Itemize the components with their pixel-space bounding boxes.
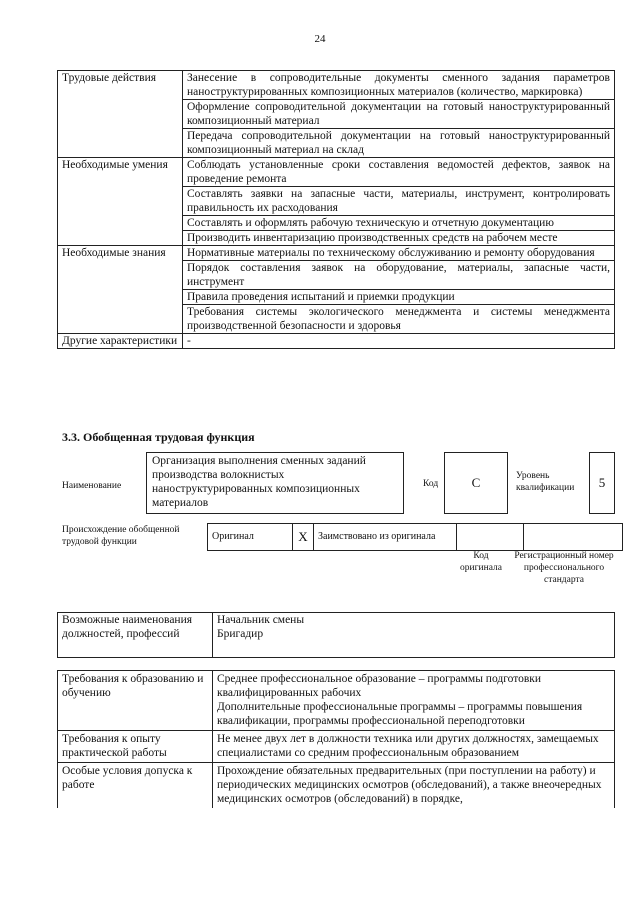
table-cell: Требования системы экологического менеджмента и системы менеджмента производственной безопасности и здоровья [183,305,615,334]
origin-borrowed-cell: Заимствовано из оригинала [314,524,457,551]
table-cell: Передача сопроводительной документации на готовый наноструктурированный композиционный материал на склад [183,129,615,158]
table-cell: Порядок составления заявок на оборудование, материалы, запасные части, инструмент [183,261,615,290]
origin-table [207,523,623,551]
level-box: 5 [589,452,615,514]
positions-cell [213,613,615,658]
requirement-paragraph: Не менее двух лет в должности техника или других должностях, замещаемых специалистами со средним профессиональным образованием [217,733,599,759]
table-cell: Занесение в сопроводительные документы сменного задания параметров наноструктурированных композиционных материалов (количество, маркировка) [183,71,615,100]
row-label: Другие характеристики [58,334,183,349]
table-cell: Правила проведения испытаний и приемки продукции [183,290,615,305]
requirements-table [57,670,615,808]
requirement-paragraph: Дополнительные профессиональные программы – программы повышения квалификации, программы профессиональной переподготовки [217,701,583,727]
original-code-cell [457,524,524,551]
level-label: Уровень квалификации [516,471,575,493]
table-cell [213,671,615,731]
caption-reg-number: Регистрационный номер профессионального стандарта [514,551,614,585]
position-item: Бригадир [217,628,264,640]
table-cell: Оформление сопроводительной документации на готовый наноструктурированный композиционный материал [183,100,615,129]
origin-mark-cell: X [293,524,314,551]
code-label: Код [423,479,439,489]
row-label: Необходимые знания [58,246,183,334]
table-cell: Нормативные материалы по техническому обслуживанию и ремонту оборудования [183,246,615,261]
table-cell: Составлять и оформлять рабочую техническую и отчетную документацию [183,216,615,231]
function-name-label: Наименование [62,481,122,491]
table-cell: Производить инвентаризацию производственных средств на рабочем месте [183,231,615,246]
caption-original-code: Код оригинала [460,551,502,573]
row-label: Особые условия допуска к работе [58,763,213,809]
code-box: C [444,452,508,514]
reg-number-cell [524,524,623,551]
position-item: Начальник смены [217,614,305,626]
row-label: Трудовые действия [58,71,183,158]
row-label: Необходимые умения [58,158,183,246]
origin-original-cell: Оригинал [208,524,293,551]
requirement-paragraph: Прохождение обязательных предварительных (при поступлении на работу) и периодических медицинских осмотров (обследований), а также внеочередных медицинских осмотров (обследований) в порядке, [217,765,602,805]
origin-label: Происхождение обобщенной трудовой функции [62,525,180,547]
positions-table [57,612,615,658]
row-label: Возможные наименования должностей, профессий [58,613,213,658]
page-number: 24 [314,33,326,45]
section-title: 3.3. Обобщенная трудовая функция [62,430,255,444]
work-actions-table [57,70,615,349]
table-cell [213,763,615,809]
table-cell: - [183,334,615,349]
table-cell [213,731,615,763]
requirement-paragraph: Среднее профессиональное образование – программы подготовки квалифицированных рабочих [217,673,542,699]
row-label: Требования к опыту практической работы [58,731,213,763]
function-name-box: Организация выполнения сменных заданий производства волокнистых наноструктурированных композиционных материалов [146,452,404,514]
table-cell: Составлять заявки на запасные части, материалы, инструмент, контролировать правильность их расходования [183,187,615,216]
table-cell: Соблюдать установленные сроки составления ведомостей дефектов, заявок на проведение ремонта [183,158,615,187]
row-label: Требования к образованию и обучению [58,671,213,731]
